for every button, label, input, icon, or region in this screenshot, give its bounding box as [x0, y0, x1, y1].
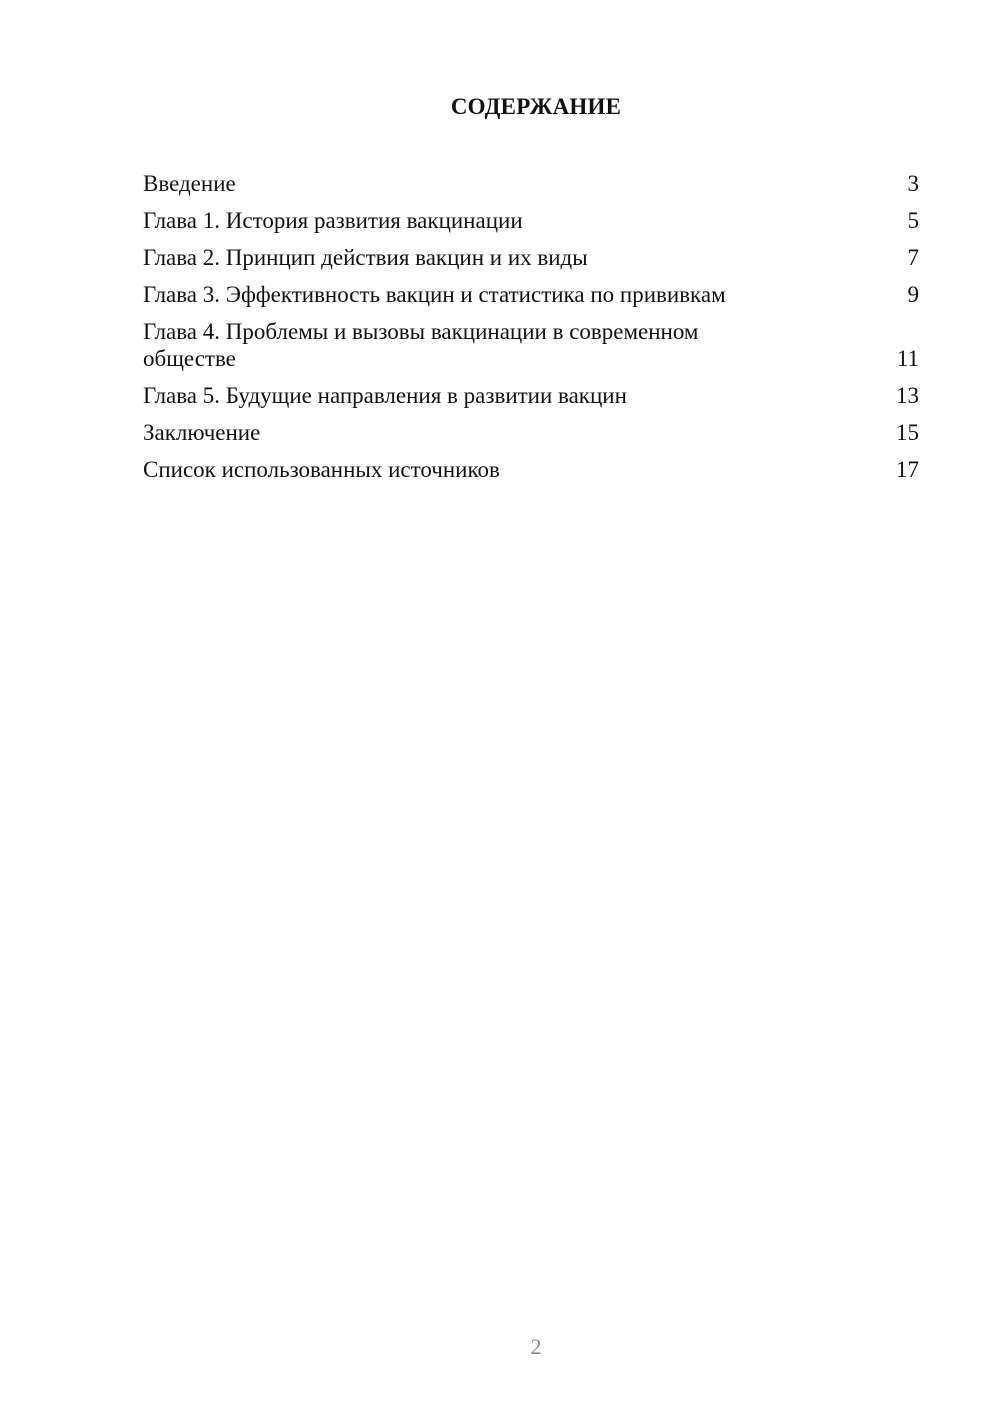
toc-entry-page: 11: [896, 346, 919, 371]
toc-entry-conclusion: [143, 419, 919, 446]
toc-heading: СОДЕРЖАНИЕ: [450, 94, 622, 119]
toc-entry-label: Глава 4. Проблемы и вызовы вакцинации в современном обществе: [143, 319, 699, 371]
toc-entry-chapter-1: [143, 207, 919, 234]
toc-entry-label: Введение: [143, 171, 236, 196]
toc-entry-page: 13: [896, 383, 919, 408]
toc-entry-page: 17: [896, 457, 919, 482]
toc-entry-page: 9: [907, 282, 919, 307]
toc-entry-label: Глава 2. Принцип действия вакцин и их виды: [143, 245, 588, 270]
toc-entry-label: Список использованных источников: [143, 457, 500, 482]
table-of-contents: [143, 170, 919, 493]
toc-entry-page: 15: [896, 420, 919, 445]
toc-entry-page: 3: [907, 171, 919, 196]
toc-entry-chapter-5: [143, 382, 919, 409]
toc-entry-page: 7: [907, 245, 919, 270]
toc-entry-chapter-2: [143, 244, 919, 271]
toc-entry-chapter-3: [143, 281, 919, 308]
toc-entry-chapter-4: [143, 318, 919, 372]
toc-entry-introduction: [143, 170, 919, 197]
toc-entry-label: Глава 3. Эффективность вакцин и статистика по прививкам: [143, 282, 726, 307]
toc-entry-label: Глава 5. Будущие направления в развитии вакцин: [143, 383, 627, 408]
toc-entry-label: Глава 1. История развития вакцинации: [143, 208, 523, 233]
toc-entry-label: Заключение: [143, 420, 261, 445]
page-number: 2: [530, 1334, 542, 1359]
toc-entry-page: 5: [907, 208, 919, 233]
toc-entry-references: [143, 456, 919, 483]
